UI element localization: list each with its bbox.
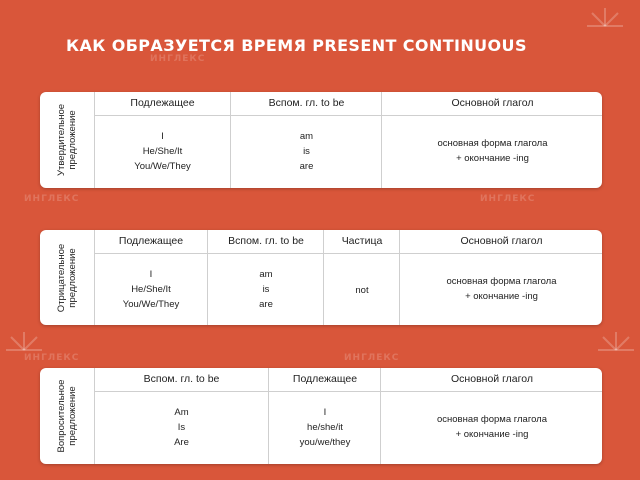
main-verb-cell: основная форма глагола bbox=[446, 276, 557, 287]
interrogative-side-label bbox=[40, 368, 95, 464]
aux-cell: is bbox=[303, 146, 310, 157]
side-label-line: предложение bbox=[67, 247, 78, 308]
subject-column bbox=[95, 92, 230, 188]
subject-cell: I bbox=[323, 407, 327, 418]
watermark-text: ИНГЛЕКС bbox=[480, 194, 536, 204]
watermark-text: ИНГЛЕКС bbox=[150, 54, 206, 64]
aux-cell: are bbox=[299, 161, 314, 172]
affirmative-table bbox=[40, 92, 602, 188]
column-header: Основной глагол bbox=[400, 230, 602, 254]
subject-cell: He/She/It bbox=[131, 284, 171, 295]
column-header: Вспом. гл. to be bbox=[208, 230, 324, 254]
main-verb-column bbox=[381, 92, 602, 188]
aux-column bbox=[95, 368, 268, 464]
main-verb-column bbox=[399, 230, 602, 325]
main-verb-cell: + окончание -ing bbox=[456, 153, 529, 164]
subject-cell: You/We/They bbox=[134, 161, 191, 172]
negative-side-label bbox=[40, 230, 95, 325]
watermark-text: ИНГЛЕКС bbox=[24, 194, 80, 204]
aux-cell: are bbox=[259, 299, 273, 310]
subject-cell: he/she/it bbox=[307, 422, 343, 433]
side-label-line: Утвердительное bbox=[56, 103, 67, 177]
column-header: Вспом. гл. to be bbox=[231, 92, 382, 116]
column-header: Основной глагол bbox=[381, 368, 602, 392]
aux-column bbox=[207, 230, 324, 325]
sunburst-decoration-icon bbox=[4, 330, 44, 370]
main-verb-cell: основная форма глагола bbox=[436, 414, 547, 425]
particle-column bbox=[323, 230, 400, 325]
side-label-line: Отрицательное bbox=[56, 243, 67, 312]
column-header: Подлежащее bbox=[95, 230, 207, 254]
aux-cell: Is bbox=[177, 422, 186, 433]
main-verb-cell: основная форма глагола bbox=[437, 138, 548, 149]
subject-column bbox=[95, 230, 207, 325]
particle-cell: not bbox=[355, 285, 369, 296]
aux-cell: Are bbox=[174, 437, 189, 448]
interrogative-table bbox=[40, 368, 602, 464]
subject-cell: I bbox=[161, 131, 164, 142]
column-header: Частица bbox=[324, 230, 400, 254]
aux-cell: is bbox=[262, 284, 270, 295]
subject-column bbox=[268, 368, 381, 464]
main-verb-column bbox=[380, 368, 602, 464]
aux-cell: Am bbox=[174, 407, 189, 418]
subject-cell: He/She/It bbox=[142, 146, 183, 157]
main-verb-cell: + окончание -ing bbox=[455, 429, 529, 440]
affirmative-side-label bbox=[40, 92, 95, 188]
watermark-text: ИНГЛЕКС bbox=[24, 353, 80, 363]
watermark-text: ИНГЛЕКС bbox=[344, 353, 400, 363]
side-label-line: предложение bbox=[67, 110, 78, 170]
subject-cell: I bbox=[149, 269, 153, 280]
main-verb-cell: + окончание -ing bbox=[465, 291, 538, 302]
column-header: Подлежащее bbox=[269, 368, 381, 392]
aux-cell: am bbox=[299, 131, 314, 142]
page-title: КАК ОБРАЗУЕТСЯ ВРЕМЯ PRESENT CONTINUOUS bbox=[66, 36, 527, 55]
column-header: Подлежащее bbox=[95, 92, 230, 116]
side-label-line: Вопросительное bbox=[56, 379, 67, 453]
negative-table bbox=[40, 230, 602, 325]
subject-cell: You/We/They bbox=[122, 299, 180, 310]
aux-cell: am bbox=[259, 269, 273, 280]
subject-cell: you/we/they bbox=[299, 437, 351, 448]
aux-column bbox=[230, 92, 382, 188]
side-label-line: предложение bbox=[67, 386, 78, 446]
column-header: Вспом. гл. to be bbox=[95, 368, 268, 392]
sunburst-decoration-icon bbox=[585, 6, 625, 46]
column-header: Основной глагол bbox=[382, 92, 602, 116]
sunburst-decoration-icon bbox=[596, 330, 636, 370]
